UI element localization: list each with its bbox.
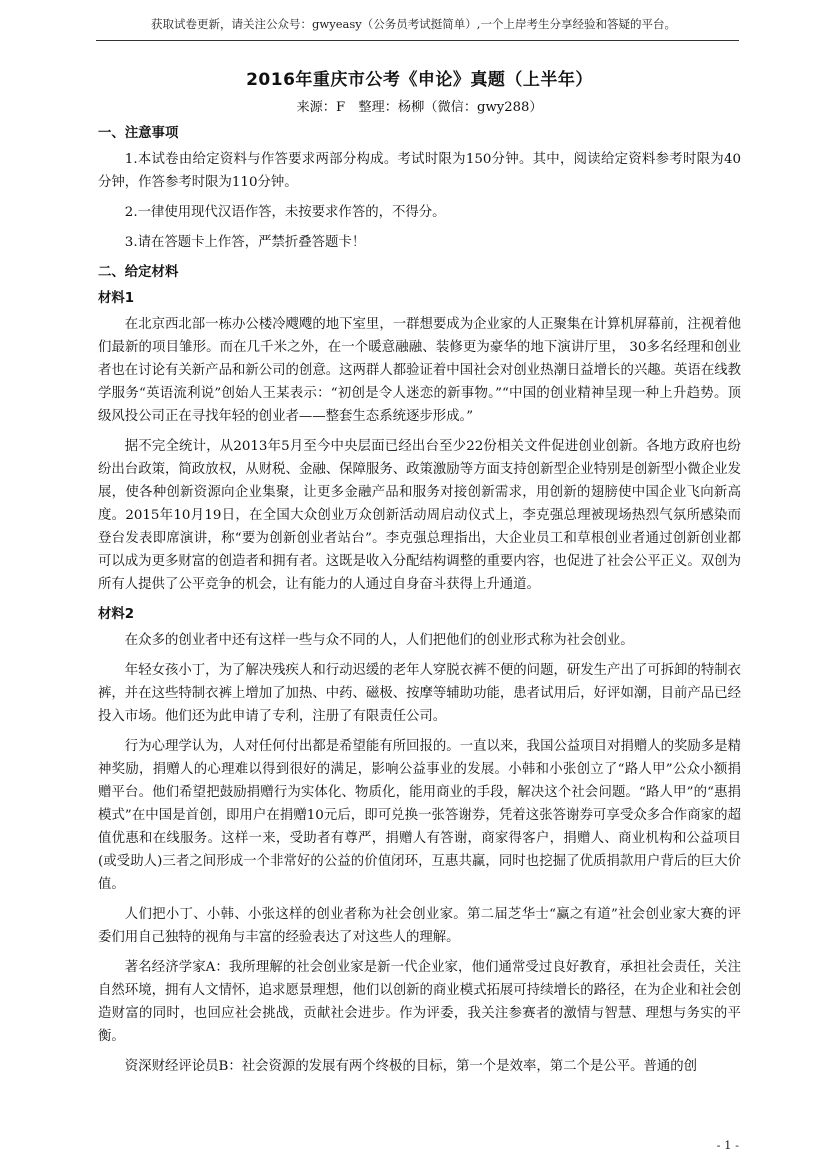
document-body	[98, 55, 741, 1085]
material-2-paragraph: 年轻女孩小丁，为了解决残疾人和行动迟缓的老年人穿脱衣裤不便的问题，研发生产出了可拆卸的特制衣裤，并在这些特制衣裤上增加了加热、中药、磁极、按摩等辅助功能，患者试用后，好评如潮，目前产品已经投入市场。他们还为此申请了专利，注册了有限责任公司。	[98, 663, 741, 724]
note-item: 2.一律使用现代汉语作答，未按要求作答的，不得分。	[124, 205, 446, 220]
section-heading-materials: 二、给定材料	[98, 265, 179, 280]
header-divider	[96, 40, 739, 41]
note-item: 3.请在答题卡上作答，严禁折叠答题卡！	[124, 235, 366, 250]
material-1-label: 材料1	[98, 291, 135, 306]
page-header: 获取试卷更新，请关注公众号：gwyeasy（公务员考试挺简单）,一个上岸考生分享经验和答疑的平台。	[151, 17, 676, 31]
material-2-paragraph: 著名经济学家A：我所理解的社会创业家是新一代企业家，他们通常受过良好教育，承担社会责任，关注自然环境，拥有人文情怀，追求愿景理想，他们以创新的商业模式拓展可持续增长的路径，在为企业和社会创造财富的同时，也回应社会挑战，贡献社会进步。作为评委，我关注参赛者的激情与智慧、理想与务实的平衡。	[98, 960, 741, 1044]
material-2-paragraph: 行为心理学认为，人对任何付出都是希望能有所回报的。一直以来，我国公益项目对捐赠人的奖励多是精神奖励，捐赠人的心理难以得到很好的满足，影响公益事业的发展。小韩和小张创立了“路人甲”公众小额捐赠平台。他们希望把鼓励捐赠行为实体化、物质化，能用商业的手段，解决这个社会问题。“路人甲”的“惠捐模式”在中国是首创，即用户在捐赠10元后，即可兑换一张答谢券，凭着这张答谢券可享受众多合作商家的超值优惠和在线服务。这样一来，受助者有尊严，捐赠人有答谢，商家得客户，捐赠人、商业机构和公益项目(或受助人)三者之间形成一个非常好的公益的价值闭环，互惠共赢，同时也挖掘了优质捐款用户背后的巨大价值。	[98, 739, 741, 892]
document-title: 2016年重庆市公考《申论》真题（上半年）	[246, 70, 593, 90]
material-1-paragraph: 据不完全统计，从2013年5月至今中央层面已经出台至少22份相关文件促进创业创新。各地方政府也纷纷出台政策，简政放权，从财税、金融、保障服务、政策激励等方面支持创新型企业特别是创新型小微企业发展，使各种创新资源向企业集聚，让更多金融产品和服务对接创新需求，用创新的翅膀使中国企业飞向新高度。2015年10月19日，在全国大众创业万众创新活动周启动仪式上，李克强总理被现场热烈气氛所感染而登台发表即席演讲，称“要为创新创业者站台”。李克强总理指出，大企业员工和草根创业者通过创新创业都可以成为更多财富的创造者和拥有者。这既是收入分配结构调整的重要内容，也促进了社会公平正义。双创为所有人提供了公平竞争的机会，让有能力的人通过自身奋斗获得上升通道。	[98, 439, 741, 592]
material-2-paragraph: 资深财经评论员B：社会资源的发展有两个终极的目标，第一个是效率，第二个是公平。普通的创	[124, 1059, 698, 1074]
page-number: - 1 -	[716, 1138, 739, 1152]
material-2-paragraph: 人们把小丁、小韩、小张这样的创业者称为社会创业家。第二届芝华士“赢之有道”社会创业家大赛的评委们用自己独特的视角与丰富的经验表达了对这些人的理解。	[98, 907, 741, 945]
section-heading-notes: 一、注意事项	[98, 126, 179, 141]
material-1-paragraph: 在北京西北部一栋办公楼冷飕飕的地下室里，一群想要成为企业家的人正聚集在计算机屏幕前，注视着他们最新的项目雏形。而在几千米之外，在一个暖意融融、装修更为豪华的地下演讲厅里， 30多名经理和创业者也在讨论有关新产品和新公司的创意。这两群人都验证着中国社会对创业热潮日益增长的兴趣。英语在线教学服务“英语流利说”创始人王某表示：“初创是令人迷恋的新事物。”“中国的创业精神呈现一种上升趋势。顶级风投公司正在寻找年轻的创业者——整套生态系统逐步形成。”	[98, 317, 741, 424]
material-2-label: 材料2	[98, 607, 135, 622]
document-source: 来源：F 整理：杨柳（微信：gwy288）	[296, 100, 543, 115]
material-2-paragraph: 在众多的创业者中还有这样一些与众不同的人，人们把他们的创业形式称为社会创业。	[124, 633, 634, 648]
note-item: 1.本试卷由给定资料与作答要求两部分构成。考试时限为150分钟。其中，阅读给定资料参考时限为40分钟，作答参考时限为110分钟。	[98, 152, 741, 190]
